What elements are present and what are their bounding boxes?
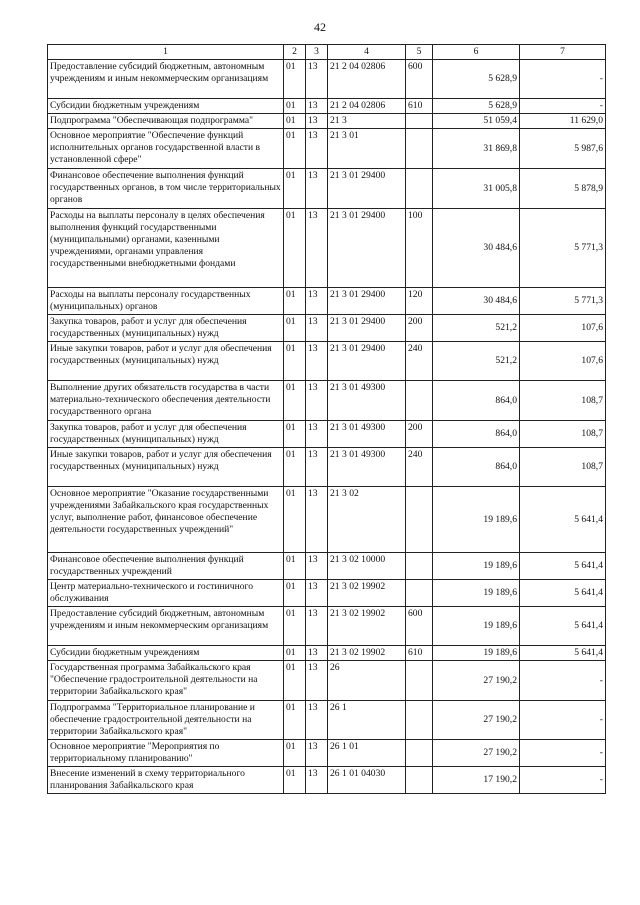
table-row [48,701,606,740]
section-code-cell: 01 [284,421,306,448]
row-name-cell: Финансовое обеспечение выполнения функций государственных органов, в том числе территориальных органов [48,169,284,209]
section-code-cell: 01 [284,701,306,740]
target-article-cell: 26 1 01 [328,740,406,767]
amount-cell: 5 641,4 [520,607,606,646]
subsection-code-cell: 13 [306,381,328,421]
subsection-code-cell: 13 [306,553,328,580]
amount-cell: 5 771,3 [520,209,606,288]
table-row [48,767,606,794]
section-code-cell: 01 [284,553,306,580]
subsection-code-cell: 13 [306,288,328,315]
column-header: 2 [284,45,306,60]
subsection-code-cell: 13 [306,580,328,607]
subsection-code-cell: 13 [306,448,328,487]
table-row [48,448,606,487]
row-name-cell: Государственная программа Забайкальского края "Обеспечение градостроительной деятельности на территории Забайкальского края" [48,661,284,701]
row-name-cell: Иные закупки товаров, работ и услуг для обеспечения государственных (муниципальных) нужд [48,342,284,381]
target-article-cell: 21 3 02 10000 [328,553,406,580]
section-code-cell: 01 [284,99,306,114]
column-header: 3 [306,45,328,60]
section-code-cell: 01 [284,114,306,129]
row-name-cell: Предоставление субсидий бюджетным, автономным учреждениям и иным некоммерческим организациям [48,607,284,646]
table-row [48,381,606,421]
table-row [48,342,606,381]
target-article-cell: 21 3 01 49300 [328,448,406,487]
amount-cell: 5 987,6 [520,129,606,169]
target-article-cell: 21 3 01 29400 [328,288,406,315]
amount-cell: 27 190,2 [433,661,520,701]
expense-type-cell: 600 [406,607,433,646]
section-code-cell: 01 [284,315,306,342]
amount-cell: 108,7 [520,421,606,448]
target-article-cell: 21 3 02 [328,487,406,553]
table-row [48,661,606,701]
section-code-cell: 01 [284,129,306,169]
amount-cell: - [520,701,606,740]
page-number: 42 [314,20,326,34]
target-article-cell: 21 3 02 19902 [328,580,406,607]
row-name-cell: Субсидии бюджетным учреждениям [48,646,284,661]
subsection-code-cell: 13 [306,607,328,646]
section-code-cell: 01 [284,169,306,209]
amount-cell: 5 878,9 [520,169,606,209]
amount-cell: 521,2 [433,342,520,381]
expense-type-cell [406,553,433,580]
amount-cell: 108,7 [520,381,606,421]
expense-type-cell: 240 [406,342,433,381]
section-code-cell: 01 [284,60,306,99]
column-header: 5 [406,45,433,60]
expense-type-cell: 200 [406,315,433,342]
section-code-cell: 01 [284,342,306,381]
row-name-cell: Подпрограмма "Территориальное планирование и обеспечение градостроительной деятельности на территории Забайкальского края" [48,701,284,740]
expense-type-cell [406,487,433,553]
amount-cell: 17 190,2 [433,767,520,794]
expense-type-cell [406,767,433,794]
amount-cell: 19 189,6 [433,646,520,661]
amount-cell: 30 484,6 [433,288,520,315]
subsection-code-cell: 13 [306,169,328,209]
amount-cell: 11 629,0 [520,114,606,129]
expense-type-cell [406,701,433,740]
row-name-cell: Внесение изменений в схему территориального планирования Забайкальского края [48,767,284,794]
subsection-code-cell: 13 [306,767,328,794]
expense-type-cell [406,114,433,129]
amount-cell: 19 189,6 [433,607,520,646]
section-code-cell: 01 [284,209,306,288]
expense-type-cell: 120 [406,288,433,315]
budget-table [47,44,606,794]
amount-cell: 5 641,4 [520,487,606,553]
amount-cell: 864,0 [433,381,520,421]
subsection-code-cell: 13 [306,661,328,701]
expense-type-cell: 100 [406,209,433,288]
table-row [48,421,606,448]
target-article-cell: 21 3 01 29400 [328,209,406,288]
expense-type-cell: 600 [406,60,433,99]
row-name-cell: Основное мероприятие "Обеспечение функций исполнительных органов государственной власти в установленной сфере" [48,129,284,169]
table-row [48,553,606,580]
amount-cell: 108,7 [520,448,606,487]
amount-cell: 30 484,6 [433,209,520,288]
target-article-cell: 21 3 01 [328,129,406,169]
expense-type-cell: 240 [406,448,433,487]
target-article-cell: 26 1 01 04030 [328,767,406,794]
table-row [48,315,606,342]
row-name-cell: Финансовое обеспечение выполнения функций государственных учреждений [48,553,284,580]
section-code-cell: 01 [284,646,306,661]
expense-type-cell: 610 [406,99,433,114]
amount-cell: 107,6 [520,342,606,381]
section-code-cell: 01 [284,448,306,487]
subsection-code-cell: 13 [306,209,328,288]
header-row [48,45,606,60]
column-header: 4 [328,45,406,60]
table-row [48,646,606,661]
section-code-cell: 01 [284,661,306,701]
target-article-cell: 21 3 01 49300 [328,421,406,448]
amount-cell: - [520,99,606,114]
row-name-cell: Выполнение других обязательств государства в части материально-технического обеспечения деятельности государственного органа [48,381,284,421]
subsection-code-cell: 13 [306,60,328,99]
table-row [48,740,606,767]
target-article-cell: 21 3 01 49300 [328,381,406,421]
amount-cell: 864,0 [433,421,520,448]
target-article-cell: 26 1 [328,701,406,740]
amount-cell: 107,6 [520,315,606,342]
expense-type-cell [406,661,433,701]
table-row [48,607,606,646]
amount-cell: 5 641,4 [520,646,606,661]
expense-type-cell [406,381,433,421]
subsection-code-cell: 13 [306,740,328,767]
column-header: 6 [433,45,520,60]
amount-cell: 19 189,6 [433,580,520,607]
section-code-cell: 01 [284,487,306,553]
subsection-code-cell: 13 [306,701,328,740]
subsection-code-cell: 13 [306,129,328,169]
section-code-cell: 01 [284,607,306,646]
subsection-code-cell: 13 [306,421,328,448]
table-row [48,580,606,607]
row-name-cell: Закупка товаров, работ и услуг для обеспечения государственных (муниципальных) нужд [48,421,284,448]
target-article-cell: 21 2 04 02806 [328,99,406,114]
section-code-cell: 01 [284,740,306,767]
subsection-code-cell: 13 [306,342,328,381]
amount-cell: 31 005,8 [433,169,520,209]
amount-cell: 521,2 [433,315,520,342]
amount-cell: - [520,60,606,99]
amount-cell: 19 189,6 [433,553,520,580]
row-name-cell: Центр материально-технического и гостиничного обслуживания [48,580,284,607]
table-row [48,487,606,553]
expense-type-cell [406,129,433,169]
amount-cell: 31 869,8 [433,129,520,169]
table-row [48,60,606,99]
amount-cell: - [520,661,606,701]
target-article-cell: 21 3 02 19902 [328,646,406,661]
amount-cell: 5 771,3 [520,288,606,315]
amount-cell: 5 641,4 [520,580,606,607]
section-code-cell: 01 [284,288,306,315]
row-name-cell: Расходы на выплаты персоналу государственных (муниципальных) органов [48,288,284,315]
expense-type-cell: 610 [406,646,433,661]
subsection-code-cell: 13 [306,646,328,661]
amount-cell: 27 190,2 [433,701,520,740]
target-article-cell: 21 2 04 02806 [328,60,406,99]
target-article-cell: 21 3 [328,114,406,129]
table-row [48,129,606,169]
row-name-cell: Основное мероприятие "Мероприятия по территориальному планированию" [48,740,284,767]
row-name-cell: Основное мероприятие "Оказание государственными учреждениями Забайкальского края государственных услуг, выполнение работ, финансовое обеспечение деятельности государственных учреждений" [48,487,284,553]
row-name-cell: Предоставление субсидий бюджетным, автономным учреждениям и иным некоммерческим организациям [48,60,284,99]
subsection-code-cell: 13 [306,487,328,553]
row-name-cell: Закупка товаров, работ и услуг для обеспечения государственных (муниципальных) нужд [48,315,284,342]
target-article-cell: 21 3 01 29400 [328,342,406,381]
row-name-cell: Подпрограмма "Обеспечивающая подпрограмма" [48,114,284,129]
amount-cell: 5 628,9 [433,99,520,114]
subsection-code-cell: 13 [306,114,328,129]
expense-type-cell: 200 [406,421,433,448]
amount-cell: 5 628,9 [433,60,520,99]
table-row [48,169,606,209]
section-code-cell: 01 [284,767,306,794]
amount-cell: 19 189,6 [433,487,520,553]
table-row [48,288,606,315]
amount-cell: 27 190,2 [433,740,520,767]
expense-type-cell [406,580,433,607]
section-code-cell: 01 [284,580,306,607]
section-code-cell: 01 [284,381,306,421]
table-row [48,209,606,288]
subsection-code-cell: 13 [306,315,328,342]
amount-cell: 5 641,4 [520,553,606,580]
amount-cell: 864,0 [433,448,520,487]
amount-cell: - [520,740,606,767]
row-name-cell: Иные закупки товаров, работ и услуг для обеспечения государственных (муниципальных) нужд [48,448,284,487]
expense-type-cell [406,169,433,209]
amount-cell: - [520,767,606,794]
subsection-code-cell: 13 [306,99,328,114]
expense-type-cell [406,740,433,767]
column-header: 7 [520,45,606,60]
row-name-cell: Субсидии бюджетным учреждениям [48,99,284,114]
target-article-cell: 21 3 02 19902 [328,607,406,646]
target-article-cell: 26 [328,661,406,701]
table-row [48,99,606,114]
table-row [48,114,606,129]
row-name-cell: Расходы на выплаты персоналу в целях обеспечения выполнения функций государственными (муниципальными) органами, казенными учреждениями, органами управления государственными внебюджетными фондами [48,209,284,288]
target-article-cell: 21 3 01 29400 [328,315,406,342]
amount-cell: 51 059,4 [433,114,520,129]
target-article-cell: 21 3 01 29400 [328,169,406,209]
column-header: 1 [48,45,284,60]
